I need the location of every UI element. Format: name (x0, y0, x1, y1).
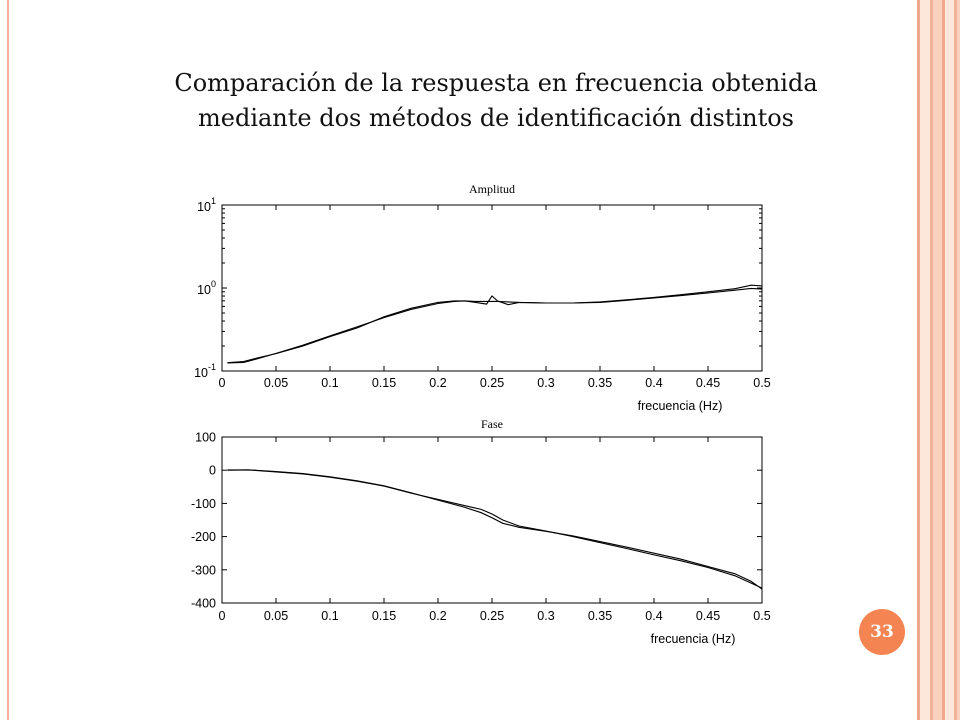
phase-chart (191, 417, 771, 646)
x-tick-label: 0 (218, 609, 226, 623)
x-axis-label: frecuencia (Hz) (650, 632, 736, 646)
x-tick-label: 0.25 (479, 376, 505, 390)
page-number: 33 (870, 622, 894, 642)
x-tick-label: 0.5 (753, 609, 771, 623)
y-tick-label: -300 (190, 563, 216, 578)
chart-title: Amplitud (468, 182, 516, 196)
x-tick-label: 0.2 (429, 609, 447, 623)
x-tick-label: 0.1 (321, 376, 339, 390)
x-tick-label: 0.25 (479, 609, 505, 623)
series-line-1 (227, 470, 762, 589)
chart-title: Fase (481, 417, 503, 431)
x-tick-label: 0.05 (263, 376, 289, 390)
x-tick-label: 0.45 (695, 376, 721, 390)
x-tick-label: 0.5 (753, 376, 771, 390)
x-tick-label: 0.05 (263, 609, 289, 623)
y-tick-label: 100 (195, 430, 216, 445)
x-tick-label: 0.4 (645, 376, 663, 390)
slide-title-line-2: mediante dos métodos de identificación distintos (198, 104, 794, 132)
x-tick-label: 0.35 (587, 376, 613, 390)
y-tick-label: 0 (209, 463, 216, 478)
x-tick-label: 0.35 (587, 609, 613, 623)
x-tick-label: 0.1 (321, 609, 339, 623)
page-number-badge (859, 609, 905, 655)
x-axis-label: frecuencia (Hz) (637, 399, 723, 413)
x-tick-label: 0.15 (371, 376, 397, 390)
y-tick-label-base: 10 (194, 366, 208, 380)
y-tick-label (194, 362, 216, 380)
y-tick-label-base: 10 (197, 200, 211, 214)
x-tick-label: 0.3 (537, 609, 555, 623)
x-tick-label: 0 (218, 376, 226, 390)
y-tick-label: -400 (190, 596, 216, 611)
slide-title-line-1: Comparación de la respuesta en frecuencia obtenida (174, 69, 818, 97)
y-tick-label-exponent: 0 (210, 279, 216, 289)
y-tick-label-exponent: 1 (210, 196, 216, 206)
x-tick-label: 0.3 (537, 376, 555, 390)
x-tick-label: 0.45 (695, 609, 721, 623)
x-tick-label: 0.2 (429, 376, 447, 390)
series-line-2 (227, 288, 762, 362)
series-line-2 (227, 470, 762, 588)
y-tick-label (197, 279, 216, 297)
y-tick-label: -100 (190, 496, 216, 511)
amplitude-chart (194, 182, 771, 413)
y-tick-label-exponent: -1 (207, 362, 216, 372)
series-line-1 (227, 285, 762, 363)
y-tick-label: -200 (190, 530, 216, 545)
plot-frame (222, 437, 762, 603)
x-tick-label: 0.4 (645, 609, 663, 623)
x-tick-label: 0.15 (371, 609, 397, 623)
y-tick-label-base: 10 (197, 283, 211, 297)
y-tick-label (197, 196, 216, 214)
